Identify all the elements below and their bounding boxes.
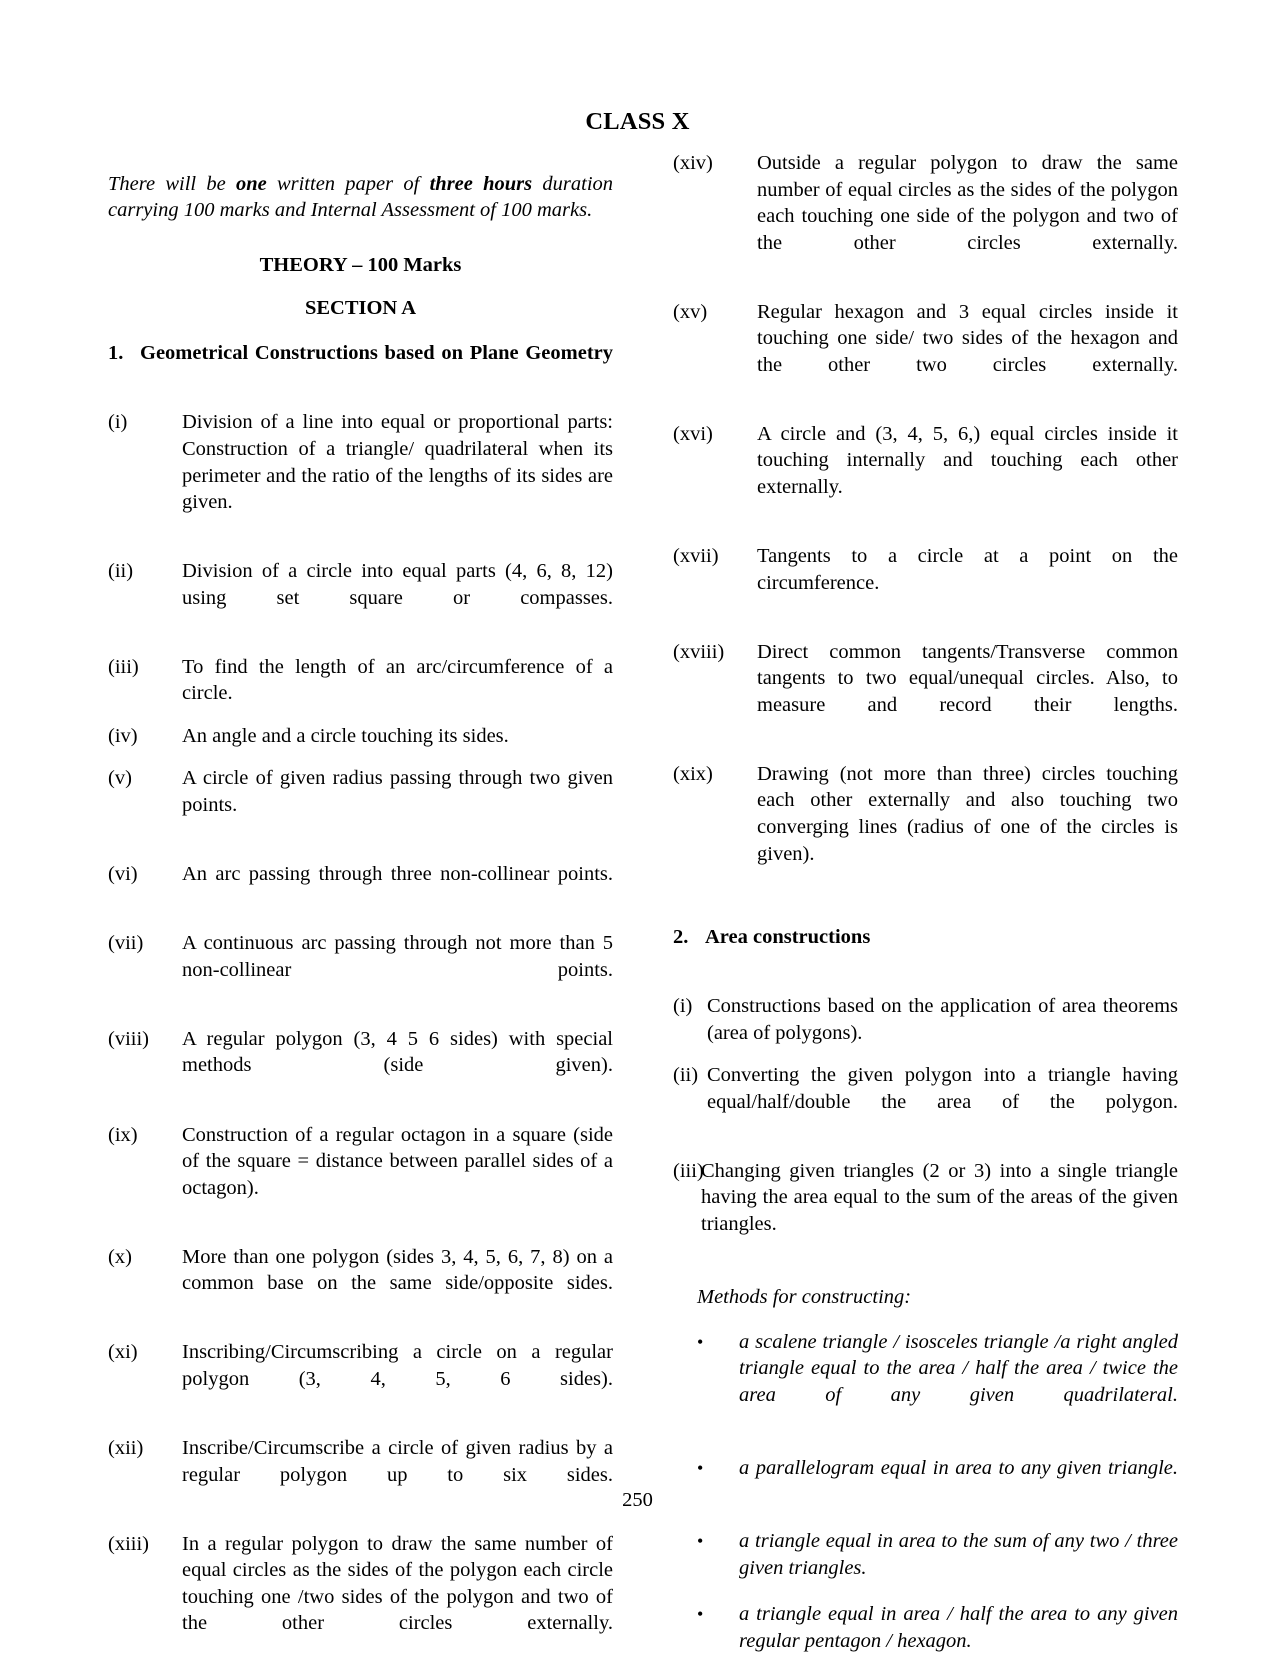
list-item-text: Outside a regular polygon to draw the same number of equal circles as the sides of the polygon each touching one side of the polygon and two of the other circles externally. [757,152,1178,254]
list-item [108,1339,613,1419]
right-column [673,150,1178,1654]
list-item-text: a parallelogram equal in area to any given triangle. [739,1457,1178,1480]
list-item [673,299,1178,405]
list-item-text: In a regular polygon to draw the same number of equal circles as the sides of the polygon each circle touching one /two sides of the polygon and two of the other circles externally. [182,1532,613,1635]
list-item-text: To find the length of an arc/circumference of a circle. [182,655,613,705]
list-item [108,1026,613,1106]
section-1-number: 1. [108,342,124,365]
list-item [108,930,613,1010]
list-item [108,1244,613,1324]
list-item-marker: (x) [108,1245,132,1268]
list-item-marker: (i) [673,994,693,1017]
list-item-text: An angle and a circle touching its sides. [182,724,509,747]
list-item-text: A circle of given radius passing through two given points. [182,767,613,817]
list-item [697,1528,1178,1581]
list-item-marker: (xvi) [673,422,713,445]
list-item-text: Drawing (not more than three) circles touching each other externally and also touching two converging lines (radius of one of the circles is given). [757,762,1178,865]
list-item-text: An arc passing through three non-collinear points. [182,863,613,886]
list-item [697,1329,1178,1435]
section-2-item-list [673,993,1178,1264]
list-item-marker: (xi) [108,1341,138,1364]
list-item-text: Changing given triangles (2 or 3) into a single triangle having the area equal to the sum of the areas of the given triangles. [701,1159,1178,1235]
list-item-text: A regular polygon (3, 4 5 6 sides) with special methods (side given). [182,1027,613,1077]
list-item [673,543,1178,623]
list-item-text: A circle and (3, 4, 5, 6,) equal circles inside it touching internally and touching each other externally. [757,422,1178,499]
list-item-marker: (xiii) [108,1532,149,1555]
list-item-marker: (xvii) [673,545,719,568]
list-item [108,723,613,750]
list-item-marker: (viii) [108,1027,149,1050]
section-a-heading: SECTION A [304,297,417,320]
bullet-dot-icon: • [697,1531,704,1552]
left-column [108,150,613,1663]
list-item-marker: (ii) [673,1064,699,1087]
list-item [673,761,1178,894]
list-item-marker: (v) [108,767,132,790]
list-item-marker: (iii) [673,1159,704,1182]
intro-suffix: duration carrying 100 marks and Internal Assessment of 100 marks. [108,172,614,222]
section-2-number: 2. [673,925,689,948]
list-item-marker: (vii) [108,932,144,955]
section-1-item-list-left [108,409,613,1663]
intro-middle: written paper of [266,172,430,195]
list-item-text: Construction of a regular octagon in a square (side of the square = distance between parallel sides of a octagon). [182,1123,613,1199]
list-item [673,993,1178,1046]
list-item-text: Division of a circle into equal parts (4, 6, 8, 12) using set square or compasses. [182,560,613,609]
list-item [108,765,613,845]
intro-bold-three-hours: three hours [429,172,533,195]
list-item-marker: (iv) [108,724,138,747]
list-item [108,861,613,914]
list-item [673,1062,1178,1142]
list-item-marker: (ix) [108,1123,138,1146]
list-item-text: a triangle equal in area / half the area to any given regular pentagon / hexagon. [739,1603,1178,1652]
page-number: 250 [622,1489,653,1511]
list-item [108,1531,613,1663]
list-item-marker: (xv) [673,300,708,323]
list-item-text: Division of a line into equal or proportional parts: Construction of a triangle/ quadrilateral when its perimeter and the ratio of the lengths of its sides are given. [182,411,613,514]
list-item [108,558,613,638]
page-title: CLASS X [585,108,690,135]
section-2-title: Area constructions [705,925,871,948]
list-item-marker: (i) [108,411,128,434]
list-item [108,409,613,542]
list-item [673,150,1178,283]
list-item-text: Tangents to a circle at a point on the circumference. [757,545,1178,594]
list-item-marker: (vi) [108,863,138,886]
list-item [673,421,1178,527]
bullet-dot-icon: • [697,1331,704,1352]
section-2-heading [673,924,1178,977]
list-item-text: Constructions based on the application of area theorems (area of polygons). [707,994,1178,1044]
list-item [108,1122,613,1228]
list-item-text: Direct common tangents/Transverse common tangents to two equal/unequal circles. Also, to measure and record their lengths. [757,640,1178,716]
bullet-dot-icon: • [697,1458,704,1479]
intro-bold-one: one [235,172,267,195]
bullet-dot-icon: • [697,1604,704,1625]
list-item-marker: (ii) [108,560,134,583]
list-item-text: a scalene triangle / isosceles triangle /a right angled triangle equal to the area / half the area / twice the area of any given quadrilateral. [739,1330,1178,1406]
list-item [697,1601,1178,1654]
section-1-item-list-right [673,150,1178,894]
intro-paragraph [108,171,613,225]
list-item-marker: (xix) [673,762,713,785]
section-1-title: Geometrical Constructions based on Plane Geometry [140,342,613,365]
list-item-text: Inscribing/Circumscribing a circle on a regular polygon (3, 4, 5, 6 sides). [182,1341,613,1390]
list-item [108,654,613,707]
list-item-marker: (iii) [108,655,139,678]
list-item-marker: (xiv) [673,152,713,174]
list-item-text: a triangle equal in area to the sum of any two / three given triangles. [739,1530,1178,1579]
list-item-text: Inscribe/Circumscribe a circle of given radius by a regular polygon up to six sides. [182,1436,613,1486]
theory-heading: THEORY – 100 Marks [259,254,462,277]
list-item-marker: (xviii) [673,640,725,663]
list-item [673,639,1178,745]
list-item-marker: (xii) [108,1436,144,1459]
list-item-text: A continuous arc passing through not more than 5 non-collinear points. [182,932,613,981]
list-item-text: More than one polygon (sides 3, 4, 5, 6, 7, 8) on a common base on the same side/opposite sides. [182,1245,613,1295]
list-item [673,1158,1178,1264]
intro-prefix: There will be [108,172,236,195]
methods-label: Methods for constructing: [697,1285,912,1308]
section-1-heading [108,340,613,393]
list-item-text: Converting the given polygon into a triangle having equal/half/double the area of the polygon. [707,1064,1178,1113]
list-item-text: Regular hexagon and 3 equal circles inside it touching one side/ two sides of the hexagon and the other two circles externally. [757,300,1178,376]
